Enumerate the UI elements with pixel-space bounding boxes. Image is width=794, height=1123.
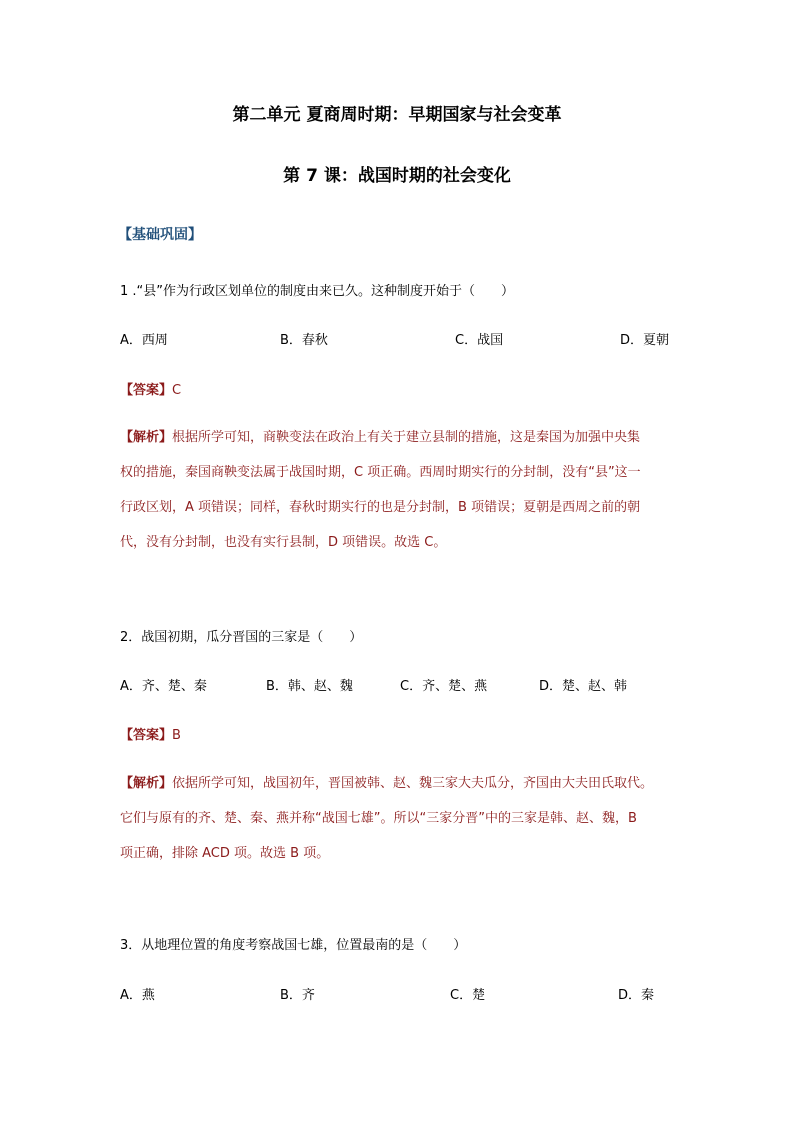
answer-tag: 【答案】 <box>120 728 173 743</box>
question-3-stem: 3．从地理位置的角度考察战国七雄，位置最南的是（ ） <box>120 938 467 953</box>
question-2-analysis <box>120 766 653 871</box>
analysis-line: 行政区划，A 项错误；同样，春秋时期实行的也是分封制，B 项错误；夏朝是西周之前的朝 <box>120 500 641 515</box>
analysis-tag: 【解析】 <box>120 776 173 791</box>
question-2-answer <box>120 724 181 743</box>
question-2-stem: 2．战国初期，瓜分晋国的三家是（ ） <box>120 630 363 645</box>
question-1-option-b: B．春秋 <box>280 333 328 348</box>
question-3-option-a: A．燕 <box>120 988 155 1003</box>
answer-value: B <box>172 728 181 743</box>
question-1-answer <box>120 379 181 398</box>
answer-value: C <box>172 383 182 398</box>
analysis-tag: 【解析】 <box>120 430 173 445</box>
question-2-option-b: B．韩、赵、魏 <box>266 679 353 694</box>
question-3-option-c: C．楚 <box>450 988 486 1003</box>
section-label: 【基础巩固】 <box>118 227 202 243</box>
lesson-title: 第 7 课：战国时期的社会变化 <box>283 166 511 186</box>
question-2-option-a: A．齐、楚、秦 <box>120 679 207 694</box>
question-1-analysis <box>120 420 641 560</box>
question-1-option-d: D．夏朝 <box>620 333 670 348</box>
question-1-option-a: A．西周 <box>120 333 168 348</box>
question-3-option-b: B．齐 <box>280 988 315 1003</box>
analysis-line: 代，没有分封制，也没有实行县制，D 项错误。故选 C。 <box>120 535 447 550</box>
question-2-option-d: D．楚、赵、韩 <box>539 679 628 694</box>
analysis-line: 根据所学可知，商鞅变法在政治上有关于建立县制的措施，这是秦国为加强中央集 <box>172 430 641 445</box>
answer-tag: 【答案】 <box>120 383 173 398</box>
unit-title: 第二单元 夏商周时期：早期国家与社会变革 <box>232 105 562 125</box>
question-3-option-d: D．秦 <box>618 988 655 1003</box>
analysis-line: 依据所学可知，战国初年，晋国被韩、赵、魏三家大夫瓜分，齐国由大夫田氏取代。 <box>172 776 654 791</box>
analysis-line: 项正确，排除 ACD 项。故选 B 项。 <box>120 846 330 861</box>
question-1-option-c: C．战国 <box>455 333 504 348</box>
question-2-option-c: C．齐、楚、燕 <box>400 679 488 694</box>
analysis-line: 权的措施，秦国商鞅变法属于战国时期，C 项正确。西周时期实行的分封制，没有“县”这一 <box>120 465 641 480</box>
analysis-line: 它们与原有的齐、楚、秦、燕并称“战国七雄”。所以“三家分晋”中的三家是韩、赵、魏，B <box>120 811 637 826</box>
question-1-stem: 1 .“县”作为行政区划单位的制度由来已久。这种制度开始于（ ） <box>120 284 515 299</box>
